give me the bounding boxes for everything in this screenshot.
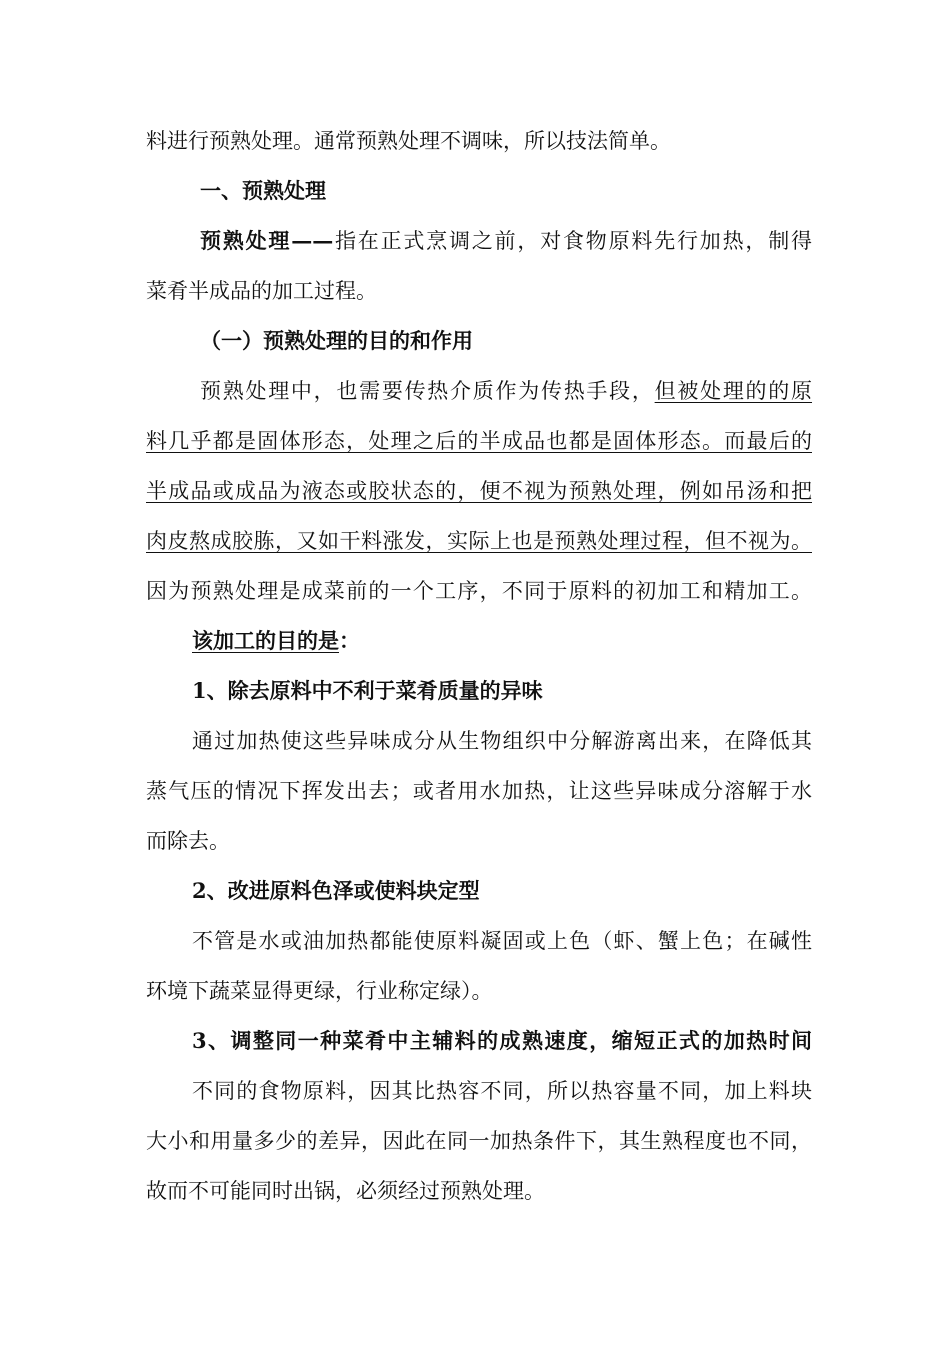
underlined-line: 半成品或成品为液态或胶状态的，便不视为预熟处理，例如吊汤和把 — [146, 479, 812, 503]
paragraph-line: 而除去。 — [146, 829, 230, 853]
definition-line-2: 菜肴半成品的加工过程。 — [146, 279, 377, 303]
underlined-line: 料几乎都是固体形态，处理之后的半成品也都是固体形态。而最后的 — [146, 429, 812, 453]
definition-term: 预熟处理—— — [200, 228, 334, 253]
definition-text: 指在正式烹调之前，对食物原料先行加热，制得 — [333, 229, 813, 253]
paragraph-text: 预熟处理中，也需要传热介质作为传热手段， — [200, 379, 655, 403]
subheading-1: 1、除去原料中不利于菜肴质量的异味 — [192, 678, 543, 703]
subheading-3: 3、调整同一种菜肴中主辅料的成熟速度，缩短正式的加热时间 — [192, 1028, 812, 1053]
paragraph-line: 通过加热使这些异味成分从生物组织中分解游离出来，在降低其 — [192, 729, 812, 753]
purpose-heading-text: 该加工的目的是 — [192, 628, 339, 653]
underlined-text: 但被处理的的原 — [654, 379, 813, 403]
paragraph-line: 不管是水或油加热都能使原料凝固或上色（虾、蟹上色；在碱性 — [192, 929, 812, 953]
paragraph-line: 蒸气压的情况下挥发出去；或者用水加热，让这些异味成分溶解于水 — [146, 779, 812, 803]
purpose-heading — [192, 626, 858, 656]
paragraph-line: 不同的食物原料，因其比热容不同，所以热容量不同，加上料块 — [192, 1079, 812, 1103]
purpose-colon: ： — [339, 628, 360, 653]
underlined-line: 肉皮熬成胶胨，又如干料涨发，实际上也是预熟处理过程，但不视为。 — [146, 529, 812, 553]
heading-preheat: 一、预熟处理 — [200, 178, 326, 203]
paragraph-line: 大小和用量多少的差异，因此在同一加热条件下，其生熟程度也不同， — [146, 1129, 812, 1153]
paragraph-line: 环境下蔬菜显得更绿，行业称定绿）。 — [146, 979, 493, 1003]
paragraph-line — [200, 376, 812, 406]
heading-purpose-function: （一）预熟处理的目的和作用 — [200, 328, 473, 353]
paragraph-line: 故而不可能同时出锅，必须经过预熟处理。 — [146, 1179, 545, 1203]
subheading-2: 2、改进原料色泽或使料块定型 — [192, 878, 480, 903]
paragraph-line: 因为预熟处理是成菜前的一个工序，不同于原料的初加工和精加工。 — [146, 579, 812, 603]
paragraph-line: 料进行预熟处理。通常预熟处理不调味，所以技法简单。 — [146, 129, 671, 153]
definition-line — [200, 226, 812, 256]
